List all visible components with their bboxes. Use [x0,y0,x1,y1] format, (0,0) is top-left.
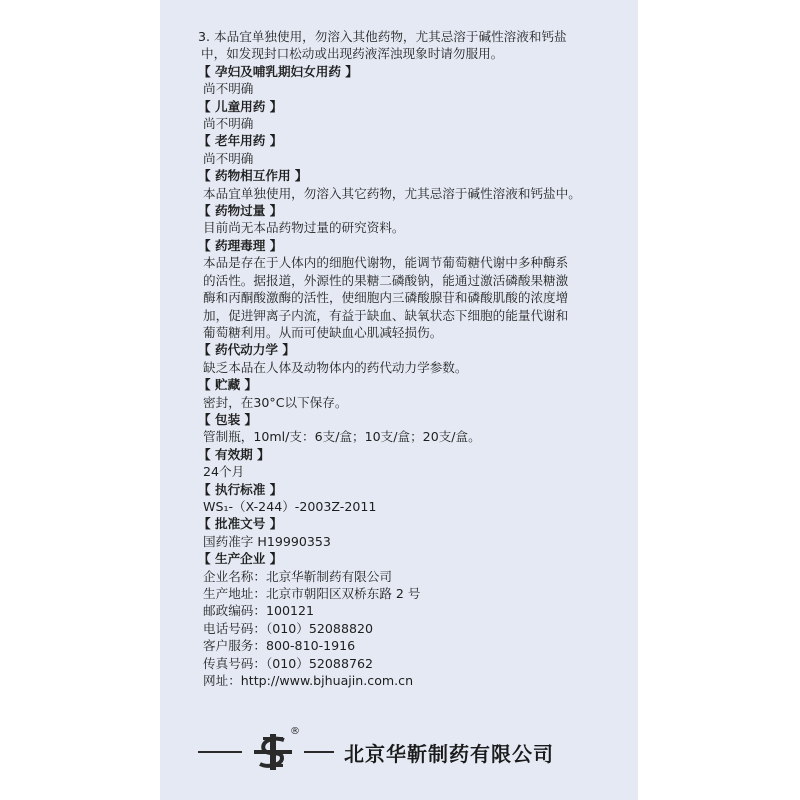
section-heading: 【 执行标准 】 [198,481,283,497]
company-name: 北京华靳制药有限公司 [344,741,554,766]
intro-line-1: 3. 本品宜单独使用，勿溶入其他药物，尤其忌溶于碱性溶液和钙盐 [198,29,567,44]
section-text: 24个月 [203,464,245,480]
section-text: WS₁-（X-244）-2003Z-2011 [203,498,377,514]
section-text: 的活性。据报道，外源性的果糖二磷酸钠，能通过激活磷酸果糖激 [203,272,569,288]
section-text: 葡萄糖利用。从而可使缺血心肌减轻损伤。 [203,324,443,340]
intro-line-2: 中，如发现封口松动或出现药液浑浊现象时请勿服用。 [201,46,504,62]
section-text: 管制瓶，10ml/支：6支/盒；10支/盒；20支/盒。 [203,429,481,445]
divider-mid [304,751,334,753]
section-heading: 【 生产企业 】 [198,551,283,567]
section-heading: 【 药理毒理 】 [198,237,283,253]
section-text: 邮政编码：100121 [203,603,315,619]
section-heading: 【 老年用药 】 [198,133,283,149]
section-heading: 【 贮藏 】 [198,377,258,393]
section-text: 电话号码：（010）52088820 [203,620,373,636]
section-text: 传真号码：（010）52088762 [203,655,373,671]
section-text: 网址：http://www.bjhuajin.com.cn [203,673,414,689]
section-text: 酶和丙酮酸激酶的活性，使细胞内三磷酸腺苷和磷酸肌酸的浓度增 [203,290,569,306]
section-text: 本品是存在于人体内的细胞代谢物，能调节葡萄糖代谢中多种酶系 [203,255,569,271]
section-text: 尚不明确 [203,81,254,97]
section-heading: 【 批准文号 】 [198,516,283,532]
section-text: 生产地址：北京市朝阳区双桥东路 2 号 [203,586,421,601]
section-text: 企业名称：北京华靳制药有限公司 [203,568,392,584]
section-text: 本品宜单独使用，勿溶入其它药物，尤其忌溶于碱性溶液和钙盐中。 [203,185,581,201]
section-text: 加，促进钾离子内流，有益于缺血、缺氧状态下细胞的能量代谢和 [203,307,569,323]
section-heading: 【 孕妇及哺乳期妇女用药 】 [198,63,358,79]
company-footer [198,726,608,772]
registered-mark: ® [290,726,300,737]
section-text: 尚不明确 [203,150,254,166]
section-heading: 【 药物过量 】 [198,203,283,219]
section-text: 客户服务：800-810-1916 [203,638,356,654]
section-heading: 【 有效期 】 [198,446,270,462]
section-text: 国药准字 H19990353 [203,533,331,549]
section-heading: 【 包装 】 [198,411,258,427]
leaflet-content [198,28,610,689]
sections-container [198,63,610,690]
section-heading: 【 儿童用药 】 [198,98,283,114]
section-heading: 【 药物相互作用 】 [198,168,308,184]
section-text: 目前尚无本品药物过量的研究资料。 [203,220,405,236]
section-heading: 【 药代动力学 】 [198,342,295,358]
section-text: 密封，在30°C以下保存。 [203,394,348,410]
section-text: 尚不明确 [203,116,254,132]
section-text: 缺乏本品在人体及动物体内的药代动力学参数。 [203,359,468,375]
company-logo-icon [250,726,300,772]
divider-left [198,751,242,753]
